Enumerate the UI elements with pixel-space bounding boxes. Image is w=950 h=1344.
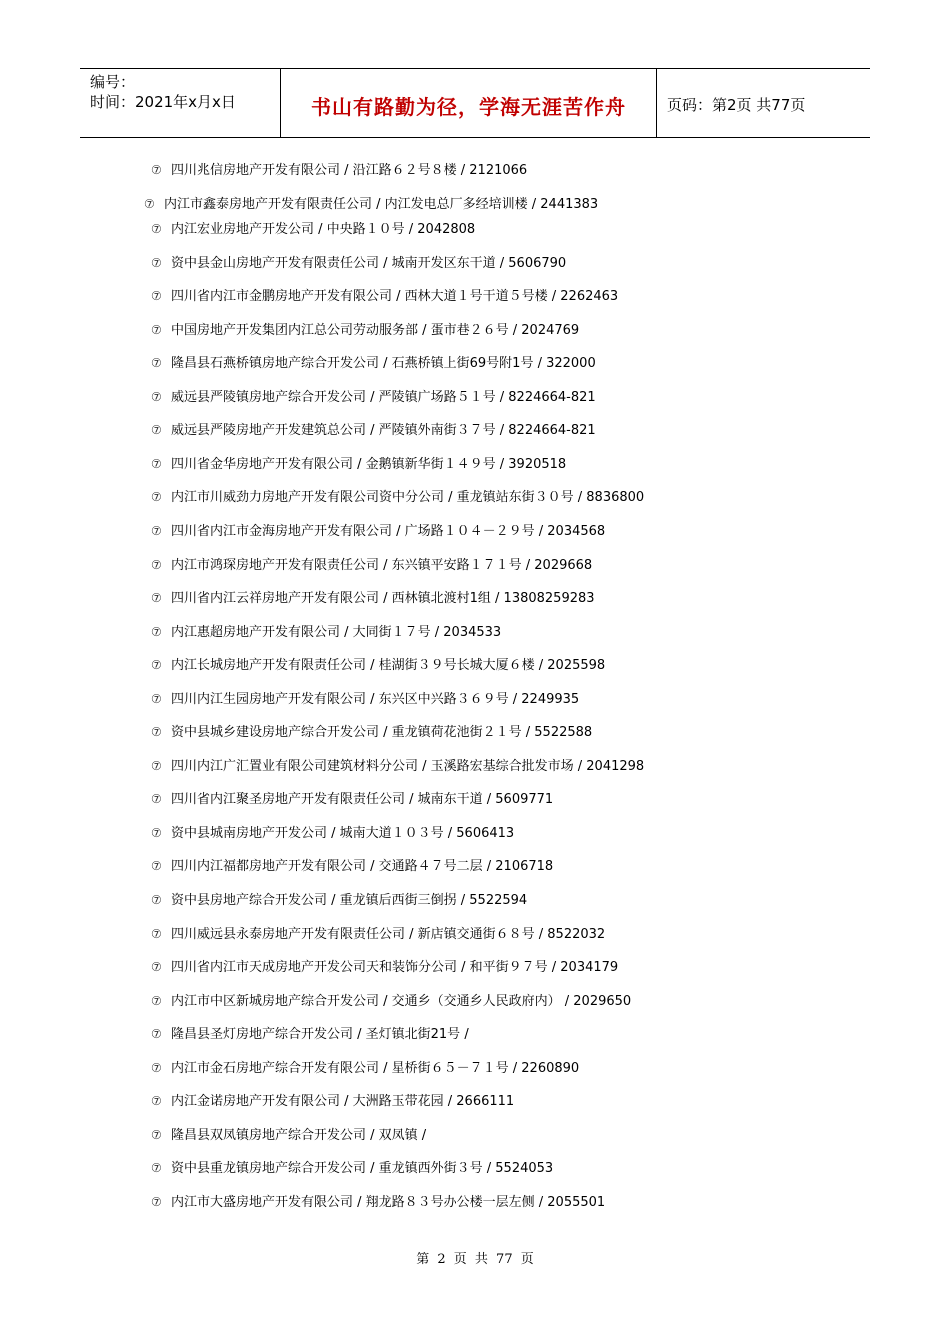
list-item: [151, 162, 527, 179]
list-item: [151, 1026, 469, 1043]
list-item: [151, 557, 592, 574]
list-item-text: 威远县严陵房地产开发建筑总公司 / 严陵镇外南街３７号 / 8224664-821: [171, 423, 596, 438]
list-item: [151, 858, 553, 875]
list-item: [151, 892, 527, 909]
list-bullet-icon: ⑦: [151, 859, 162, 873]
list-item-text: 中国房地产开发集团内江总公司劳动服务部 / 蛋市巷２６号 / 2024769: [171, 323, 580, 338]
list-bullet-icon: ⑦: [151, 558, 162, 572]
list-item: [151, 791, 553, 808]
list-item: [151, 825, 514, 842]
list-item-text: 内江市中区新城房地产综合开发公司 / 交通乡（交通乡人民政府内） / 2029650: [171, 994, 632, 1009]
list-item-text: 四川内江生园房地产开发有限公司 / 东兴区中兴路３６９号 / 2249935: [171, 692, 580, 707]
list-item: [144, 196, 598, 213]
list-item-text: 四川省内江聚圣房地产开发有限责任公司 / 城南东干道 / 5609771: [171, 792, 554, 807]
list-item-text: 四川省内江市天成房地产开发公司天和装饰分公司 / 和平街９７号 / 2034179: [171, 960, 619, 975]
list-bullet-icon: ⑦: [151, 423, 162, 437]
list-bullet-icon: ⑦: [151, 390, 162, 404]
list-bullet-icon: ⑦: [151, 490, 162, 504]
list-item-text: 四川内江广汇置业有限公司建筑材料分公司 / 玉溪路宏基综合批发市场 / 2041298: [171, 759, 645, 774]
list-item-text: 内江宏业房地产开发公司 / 中央路１０号 / 2042808: [171, 222, 476, 237]
list-item-text: 四川省内江市金海房地产开发有限公司 / 广场路１０４－２９号 / 2034568: [171, 524, 606, 539]
list-item-text: 四川省内江市金鹏房地产开发有限公司 / 西林大道１号干道５号楼 / 2262463: [171, 289, 619, 304]
header-page-info: 页码：第2页 共77页: [667, 96, 806, 114]
list-bullet-icon: ⑦: [151, 759, 162, 773]
list-bullet-icon: ⑦: [151, 725, 162, 739]
list-item: [151, 523, 605, 540]
header-motto: 书山有路勤为径，学海无涯苦作舟: [311, 95, 626, 119]
list-item: [151, 590, 595, 607]
list-item: [151, 355, 596, 372]
page-footer: 第 2 页 共 77 页: [416, 1252, 534, 1267]
list-item: [151, 657, 605, 674]
list-item: [151, 221, 475, 238]
list-item: [151, 489, 644, 506]
list-item-text: 资中县金山房地产开发有限责任公司 / 城南开发区东干道 / 5606790: [171, 256, 567, 271]
list-item: [151, 255, 566, 272]
list-item-text: 四川威远县永泰房地产开发有限责任公司 / 新店镇交通街６８号 / 8522032: [171, 927, 606, 942]
list-item-text: 隆昌县石燕桥镇房地产综合开发公司 / 石燕桥镇上街69号附1号 / 322000: [171, 356, 596, 371]
list-item-text: 四川省内江云祥房地产开发有限公司 / 西林镇北渡村1组 / 13808259283: [171, 591, 595, 606]
list-item: [151, 456, 566, 473]
list-item-text: 内江市川威劲力房地产开发有限公司资中分公司 / 重龙镇站东街３０号 / 8836800: [171, 490, 645, 505]
list-bullet-icon: ⑦: [151, 692, 162, 706]
document-date-label: 时间：2021年x月x日: [90, 93, 236, 111]
list-bullet-icon: ⑦: [151, 960, 162, 974]
list-item-text: 资中县房地产综合开发公司 / 重龙镇后西街三倒拐 / 5522594: [171, 893, 528, 908]
list-item-text: 四川省金华房地产开发有限公司 / 金鹅镇新华街１４９号 / 3920518: [171, 457, 567, 472]
list-item-text: 内江惠超房地产开发有限公司 / 大同街１７号 / 2034533: [171, 625, 502, 640]
list-item-text: 内江市鑫泰房地产开发有限责任公司 / 内江发电总厂多经培训楼 / 2441383: [164, 197, 599, 212]
list-item: [151, 322, 579, 339]
list-bullet-icon: ⑦: [151, 792, 162, 806]
list-bullet-icon: ⑦: [151, 457, 162, 471]
list-bullet-icon: ⑦: [151, 1094, 162, 1108]
list-item-text: 资中县重龙镇房地产综合开发公司 / 重龙镇西外街３号 / 5524053: [171, 1161, 554, 1176]
list-item-text: 四川兆信房地产开发有限公司 / 沿江路６２号８楼 / 2121066: [171, 163, 528, 178]
list-bullet-icon: ⑦: [144, 197, 155, 211]
list-item: [151, 1127, 426, 1144]
list-bullet-icon: ⑦: [151, 893, 162, 907]
list-bullet-icon: ⑦: [151, 1027, 162, 1041]
list-item: [151, 288, 618, 305]
list-bullet-icon: ⑦: [151, 1128, 162, 1142]
list-bullet-icon: ⑦: [151, 222, 162, 236]
list-item-text: 隆昌县双凤镇房地产综合开发公司 / 双凤镇 /: [171, 1128, 427, 1143]
list-item: [151, 624, 501, 641]
list-bullet-icon: ⑦: [151, 356, 162, 370]
list-item-text: 内江市金石房地产综合开发有限公司 / 星桥街６５－７１号 / 2260890: [171, 1061, 580, 1076]
list-item-text: 内江长城房地产开发有限责任公司 / 桂湖街３９号长城大厦６楼 / 2025598: [171, 658, 606, 673]
list-bullet-icon: ⑦: [151, 1061, 162, 1075]
list-bullet-icon: ⑦: [151, 289, 162, 303]
list-item: [151, 926, 605, 943]
list-item: [151, 959, 618, 976]
list-item-text: 资中县城乡建设房地产综合开发公司 / 重龙镇荷花池街２１号 / 5522588: [171, 725, 593, 740]
list-item: [151, 993, 631, 1010]
list-item: [151, 758, 644, 775]
list-bullet-icon: ⑦: [151, 1195, 162, 1209]
list-item-text: 隆昌县圣灯房地产综合开发公司 / 圣灯镇北街21号 /: [171, 1027, 469, 1042]
list-bullet-icon: ⑦: [151, 1161, 162, 1175]
list-bullet-icon: ⑦: [151, 323, 162, 337]
header-page-cell: [657, 69, 870, 137]
list-bullet-icon: ⑦: [151, 625, 162, 639]
document-header: [80, 68, 870, 138]
document-number-label: 编号：: [90, 73, 136, 91]
list-item-text: 内江市鸿琛房地产开发有限责任公司 / 东兴镇平安路１７１号 / 2029668: [171, 558, 593, 573]
header-motto-cell: [281, 69, 657, 137]
list-item-text: 资中县城南房地产开发公司 / 城南大道１０３号 / 5606413: [171, 826, 515, 841]
list-item: [151, 1060, 579, 1077]
list-bullet-icon: ⑦: [151, 256, 162, 270]
list-item: [151, 1160, 553, 1177]
list-bullet-icon: ⑦: [151, 658, 162, 672]
list-item-text: 威远县严陵镇房地产综合开发公司 / 严陵镇广场路５１号 / 8224664-821: [171, 390, 596, 405]
list-item: [151, 1093, 514, 1110]
list-item: [151, 724, 592, 741]
list-bullet-icon: ⑦: [151, 994, 162, 1008]
list-item: [151, 691, 579, 708]
list-bullet-icon: ⑦: [151, 163, 162, 177]
list-item-text: 内江市大盛房地产开发有限公司 / 翔龙路８３号办公楼一层左侧 / 2055501: [171, 1195, 606, 1210]
list-bullet-icon: ⑦: [151, 524, 162, 538]
list-item-text: 内江金诺房地产开发有限公司 / 大洲路玉带花园 / 2666111: [171, 1094, 515, 1109]
list-item: [151, 389, 596, 406]
list-bullet-icon: ⑦: [151, 591, 162, 605]
list-item-text: 四川内江福都房地产开发有限公司 / 交通路４７号二层 / 2106718: [171, 859, 554, 874]
list-bullet-icon: ⑦: [151, 927, 162, 941]
list-bullet-icon: ⑦: [151, 826, 162, 840]
list-item: [151, 1194, 605, 1211]
list-item: [151, 422, 596, 439]
header-info-cell: [80, 69, 281, 137]
